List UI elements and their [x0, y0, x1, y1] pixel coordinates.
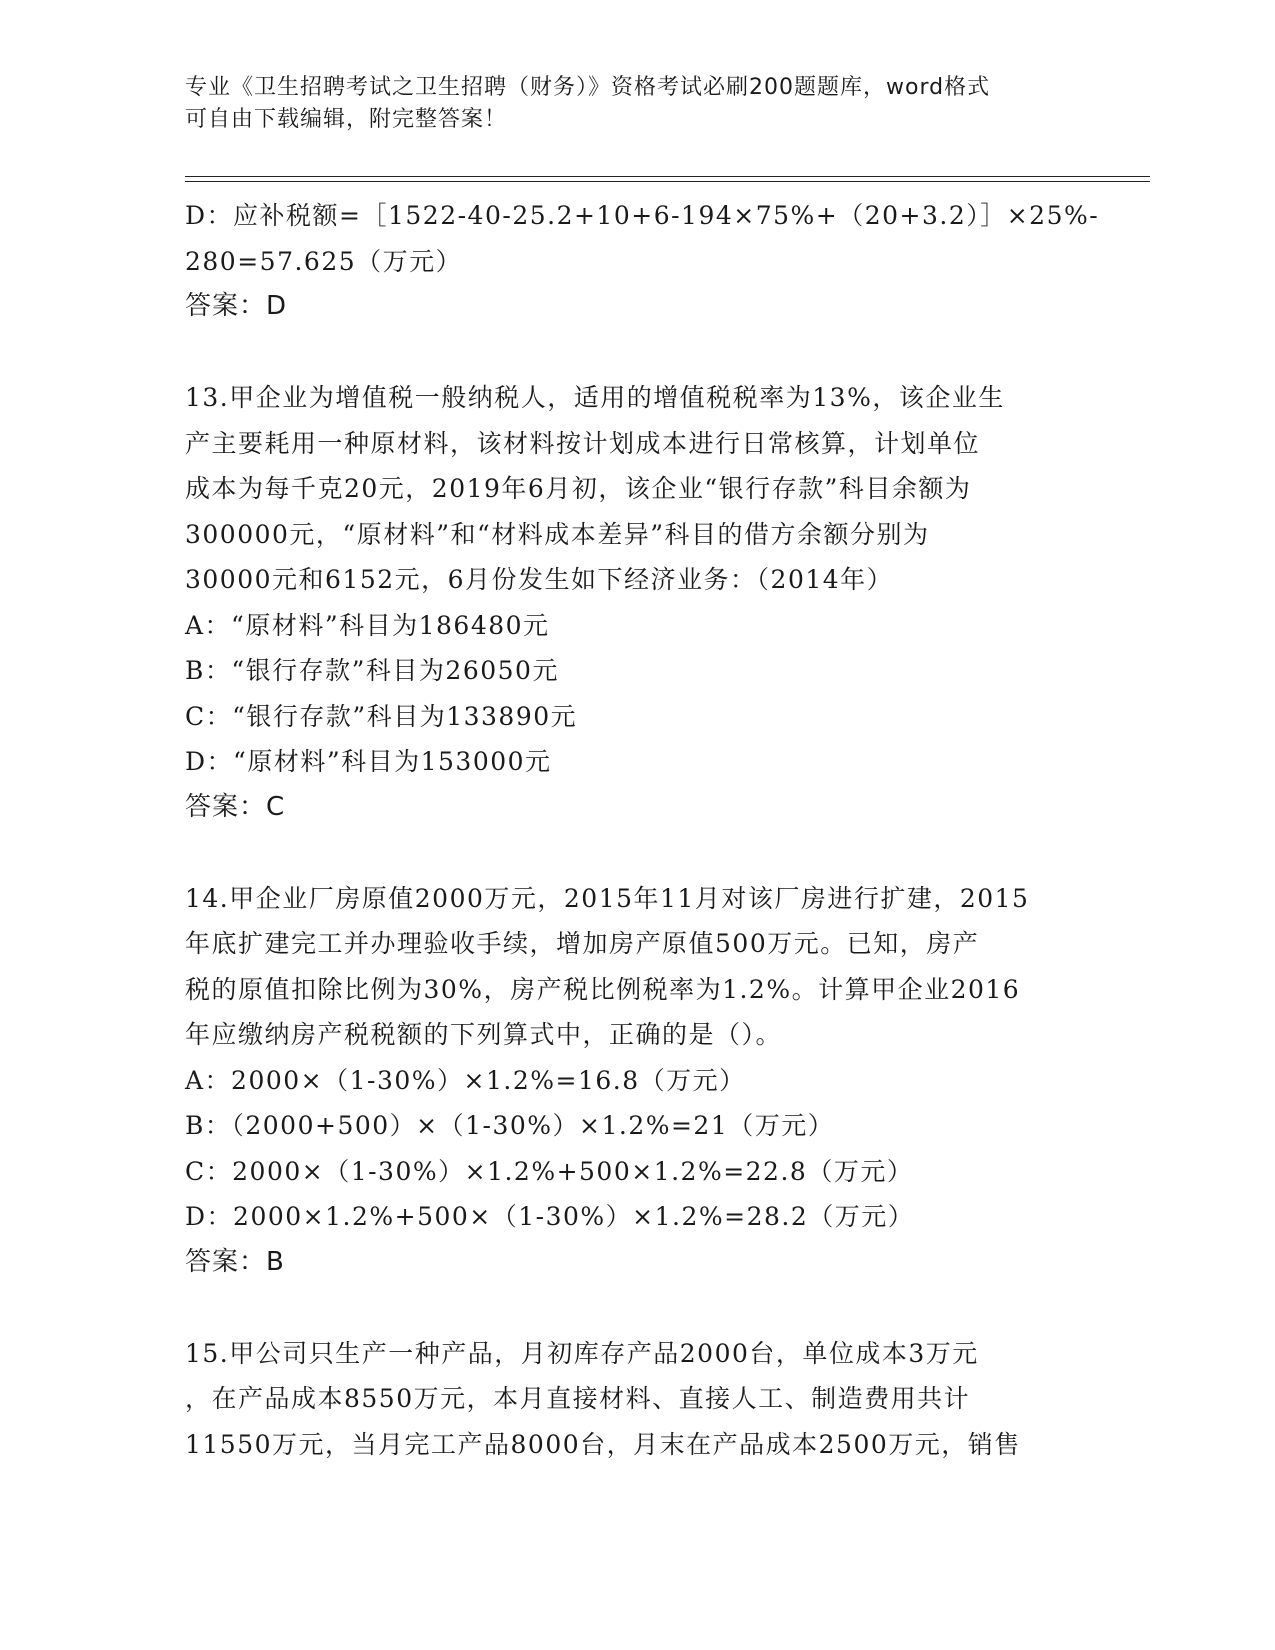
- question-stem-line: 年底扩建完工并办理验收手续，增加房产原值500万元。已知，房产: [185, 929, 980, 958]
- question-stem-line: 14.甲企业厂房原值2000万元，2015年11月对该厂房进行扩建，2015: [185, 883, 1030, 913]
- spacer: [185, 1285, 1075, 1331]
- answer-label: 答案：D: [185, 291, 288, 321]
- option-b: B：（2000+500）×（1-30%）×1.2%=21（万元）: [185, 1111, 835, 1140]
- header-title-line-1: 专业《卫生招聘考试之卫生招聘（财务）》资格考试必刷200题题库，word格式: [185, 75, 991, 100]
- question-stem-line: 11550万元，当月完工产品8000台，月末在产品成本2500万元，销售: [185, 1429, 1021, 1459]
- answer-label: 答案：B: [185, 1246, 285, 1277]
- option-d: D：“原材料”科目为153000元: [185, 747, 552, 776]
- answer-label: 答案：C: [185, 791, 286, 822]
- option-d-line-1: D：应补税额=［1522-40-25.2+10+6-194×75%+（20+3.2）］×25%-: [185, 201, 1100, 230]
- header-title-line-2: 可自由下载编辑，附完整答案！: [185, 107, 508, 132]
- spacer: [185, 330, 1075, 376]
- question-13: [185, 375, 1075, 830]
- document-header: [185, 72, 1085, 136]
- option-d-line-2: 280=57.625（万元）: [185, 246, 463, 276]
- question-stem-line: 30000元和6152元，6月份发生如下经济业务：（2014年）: [185, 565, 894, 594]
- question-stem-line: 13.甲企业为增值税一般纳税人，适用的增值税税率为13%，该企业生: [185, 383, 1005, 412]
- question-15: [185, 1331, 1075, 1468]
- header-divider: [185, 176, 1150, 182]
- question-stem-line: 成本为每千克20元，2019年6月初，该企业“银行存款”科目余额为: [185, 474, 972, 503]
- spacer: [185, 830, 1075, 876]
- option-a: A：2000×（1-30%）×1.2%=16.8（万元）: [185, 1065, 746, 1095]
- option-b: B：“银行存款”科目为26050元: [185, 656, 559, 685]
- question-stem-line: 税的原值扣除比例为30%，房产税比例税率为1.2%。计算甲企业2016: [185, 974, 1021, 1004]
- document-body: [185, 193, 1100, 1467]
- option-a: A：“原材料”科目为186480元: [185, 610, 550, 640]
- question-stem-line: 年应缴纳房产税税额的下列算式中，正确的是（）。: [185, 1020, 783, 1049]
- question-stem-line: 300000元，“原材料”和“材料成本差异”科目的借方余额分别为: [185, 519, 930, 549]
- question-stem-line: 产主要耗用一种原材料，该材料按计划成本进行日常核算，计划单位: [185, 428, 981, 458]
- option-d: D：2000×1.2%+500×（1-30%）×1.2%=28.2（万元）: [185, 1202, 915, 1231]
- option-c: C：2000×（1-30%）×1.2%+500×1.2%=22.8（万元）: [185, 1156, 914, 1186]
- question-block-previous: [185, 193, 1100, 330]
- question-14: [185, 876, 1075, 1286]
- question-stem-line: 15.甲公司只生产一种产品，月初库存产品2000台，单位成本3万元: [185, 1338, 979, 1368]
- question-stem-line: ，在产品成本8550万元，本月直接材料、直接人工、制造费用共计: [185, 1384, 971, 1413]
- option-c: C：“银行存款”科目为133890元: [185, 701, 578, 731]
